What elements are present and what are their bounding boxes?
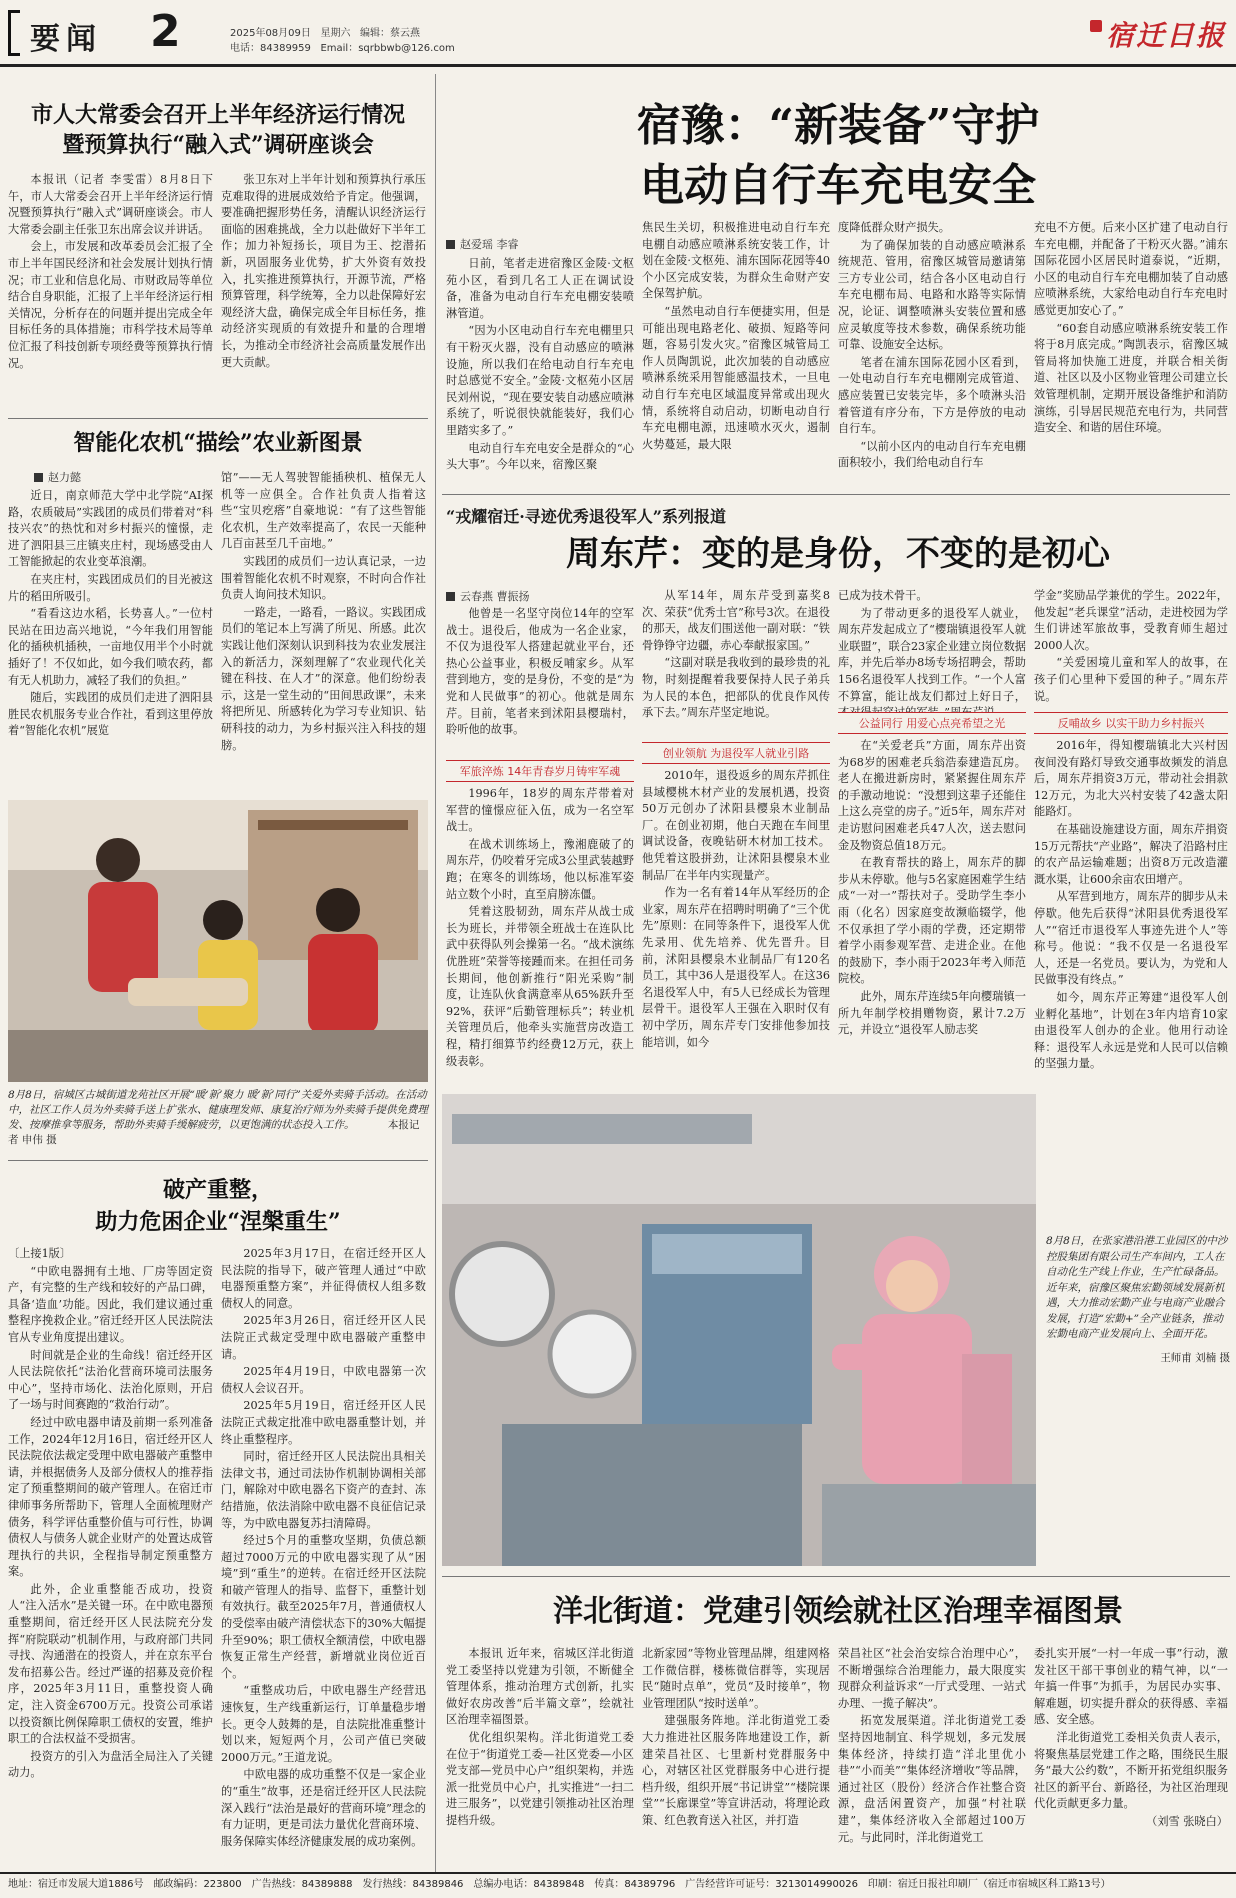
- paragraph: “重整成功后，中欧电器生产经营迅速恢复，生产线重新运行，订单量稳步增长。更令人鼓舞的是，自法院批准重整计划以来，短短两个月，公司产值已突破2000万元。”王道龙说。: [221, 1684, 426, 1764]
- paragraph: 拓宽发展渠道。洋北街道党工委坚持因地制宜、科学规划，多元发展集体经济，持续打造“洋北里优小巷”“小而美”“集体经济增收”等品牌，通过社区（股份）经济合作社整合资源，盘活闲置资产，加强“村社联建”，集体经济收入全部超过100万元。与此同时，洋北街道党工: [838, 1714, 1026, 1844]
- art4-col4: [1034, 220, 1228, 488]
- paragraph: 如今，周东芹正筹建“退役军人创业孵化基地”，计划在3年内培育10家由退役军人创办的企业。他用行动诠释：退役军人永远是党和人民可以信赖的坚强力量。: [1034, 990, 1228, 1071]
- paragraph: 一路走，一路看，一路议。实践团成员们的笔记本上写满了所见、所感。此次实践让他们深刻认识到科技为农业发展注入的新活力，深刻理解了“农业现代化关键在科技、在人才”的深意。他们纷纷表示，这是一堂生动的“田间思政课”，未来将把所见、所感转化为学习专业知识、钻研科技的动力，为乡村振兴注入科技的翅膀。: [221, 605, 426, 752]
- paragraph: 度降低群众财产损失。: [838, 221, 950, 234]
- art5-series: “戎耀宿迁·寻迹优秀退役军人”系列报道: [446, 507, 726, 526]
- paragraph: 此外，企业重整能否成功，投资人“注入活水”是关键一环。在中欧电器预重整期间，宿迁经开区人民法院充分发挥“府院联动”机制作用，与政府部门共同寻找、沟通潜在的投资人，并在京东平台发布招募公告。经过严谨的招募及竞价程序，2025年3月11日，重整投资人确定，注入资金6700万元。投资公司承诺以投资额比例保障职工债权的安置，维护职工的合法权益不受损害。: [8, 1582, 213, 1746]
- paragraph: “看看这边水稻，长势喜人。”一位村民站在田边高兴地说，“今年我们用智能化的插秧机插秧，一亩地仅用半个小时就插好了！不仅如此，如今我们喷农药，都有无人机助力，减轻了我们的负担。”: [8, 607, 213, 687]
- art5-col2b: [642, 768, 830, 1086]
- paragraph: 在教育帮扶的路上，周东芹的脚步从未停歇。他与5名家庭困难学生结成“一对一”帮扶对子。受助学生李小雨（化名）因家庭变故濒临辍学，他不仅承担了学小雨的学费，还定期带着学小雨参观军营、走进企业。在他的鼓励下，李小雨于2023年考入师范院校。: [838, 856, 1026, 986]
- byline-square: [446, 592, 455, 601]
- paragraph: 从军营到地方，周东芹的脚步从未停歇。他先后获得“沭阳县优秀退役军人”“宿迁市退役军人事迹先进个人”等称号。他说：“我不仅是一名退役军人，还是一名党员。要认为，为党和人民做事没有终点。”: [1034, 890, 1228, 987]
- paper-name: 宿迁日报: [1106, 19, 1227, 52]
- footer-info: 地址：宿迁市发展大道1886号 邮政编码：223800 广告热线：84389888 发行热线：84389846 总编办电话：84389848 传真：84389796 广告经营许可证号：3213014990026 印刷：宿迁日报社印刷厂（宿迁市宿城区科工路13号）: [8, 1879, 1111, 1890]
- art4-col1: [446, 256, 634, 488]
- issue-date: 2025年08月09日: [230, 28, 311, 39]
- caption-text: 8月8日，宿城区古城街道龙苑社区开展“暖‘新’聚力 暖‘新’同行”关爱外卖骑手活动。在活动中，社区工作人员为外卖骑手送上扩张水、健康理发师、康复治疗师为外卖骑手提供免费理发、按摩推拿等服务，帮助外卖骑手缓解疲劳，以更饱满的状态投入工作。: [8, 1089, 428, 1131]
- paragraph: 电动自行车充电安全是群众的“心头大事”。今年以来，宿豫区聚: [446, 441, 634, 472]
- art6-col3: [838, 1646, 1026, 1860]
- art3-title-line2: 助力危困企业“涅槃重生”: [95, 1209, 341, 1235]
- art1-col2: [221, 172, 426, 412]
- art3-title-line1: 破产重整，: [162, 1177, 273, 1203]
- section-bracket: [8, 10, 20, 56]
- art4-byline: [446, 236, 519, 252]
- art5-subhead-4: 反哺故乡 以实干助力乡村振兴: [1034, 712, 1228, 734]
- art5-col3b: [838, 738, 1026, 1086]
- paragraph: 已成为技术骨干。: [838, 589, 928, 602]
- paragraph: 建强服务阵地。洋北街道党工委大力推进社区服务阵地建设工作，新建荣昌社区、七里新村党群服务中心，对辖区社区党群服务中心进行提档升级，组织开展“书记讲堂”“楼院课堂”“长廊课堂”等宣讲活动，将理论政策、红色教育送入社区，并打造: [642, 1714, 830, 1827]
- photo-delivery-riders: [8, 800, 428, 1082]
- paragraph: 从军14年，周东芹受到嘉奖8次、荣获“优秀士官”称号3次。在退役的那天，战友们围送他一副对联：“铁骨铮铮守边疆，赤心奉献报家国。”: [642, 589, 830, 652]
- photo2-caption: [1046, 1234, 1230, 1366]
- art3-title: [8, 1174, 428, 1238]
- paragraph: 学金”奖励品学兼优的学生。2022年，他发起“老兵课堂”活动，走进校园为学生们讲述军旅故事，受教育师生超过2000人次。: [1034, 589, 1228, 652]
- divider: [442, 1576, 1230, 1577]
- art5-title: 周东芹：变的是身份，不变的是初心: [566, 534, 1110, 574]
- paragraph: 经过5个月的重整攻坚期，负债总额超过7000万元的中欧电器实现了从“困境”到“重生”的逆转。在宿迁经开区法院和破产管理人的指导、监督下，重整计划有效执行。截至2025年7月，普通债权人的受偿率由破产清偿状态下的30%大幅提升至90%；职工债权全额清偿，中欧电器恢复正常生产经营，新增就业岗位近百个。: [221, 1534, 426, 1680]
- byline-text: 云春燕 曹振扬: [460, 590, 530, 603]
- paragraph: 1996年，18岁的周东芹带着对军营的憧憬应征入伍，成为一名空军战士。: [446, 787, 634, 834]
- art5-col1b: [446, 786, 634, 1086]
- art5-subhead-3: 公益同行 用爱心点亮希望之光: [838, 712, 1026, 734]
- byline-square: [446, 240, 455, 249]
- paragraph: “因为小区电动自行车充电棚里只有干粉灭火器，没有自动感应的喷淋设施，所以我们在给电动自行车充电时总感觉不安全。”金陵·文枢苑小区居民刘州说，“现在要安装自动感应喷淋系统了，听说很快就能装好，我们心里踏实多了。”: [446, 324, 634, 437]
- art3-col1: [8, 1246, 213, 1866]
- paragraph: 中欧电器的成功重整不仅是一家企业的“重生”故事，还是宿迁经开区人民法院深入践行“法治是最好的营商环境”理念的有力证明，更是司法力量优化营商环境、服务保障实体经济健康发展的成功案例。: [221, 1768, 426, 1848]
- credit: （刘雪 张晓白）: [1146, 1814, 1228, 1828]
- photo-illustration: [8, 800, 428, 1082]
- masthead: [0, 0, 1236, 66]
- paragraph: “以前小区内的电动自行车充电棚面积较小，我们给电动自行车: [838, 439, 1026, 470]
- art1-title-line1: 市人大常委会召开上半年经济运行情况: [30, 102, 405, 128]
- paragraph: 近日，南京师范大学中北学院“AI探路，农质破局”实践团的成员们带着对“科技兴农”的热忱和对乡村振兴的憧憬，走进了泗阳县三庄镇夹庄村，现场感受由人工智能掀起的农业变革浪潮。: [8, 489, 213, 569]
- art2-col1: [8, 488, 213, 790]
- paragraph: 时间就是企业的生命线！宿迁经开区人民法院依托“法治化营商环境司法服务中心”，坚持市场化、法治化原则，开启了一场与时间赛跑的“救治行动”。: [8, 1348, 213, 1412]
- paragraph: 为了确保加装的自动感应喷淋系统规范、管用，宿豫区城管局邀请第三方专业公司，结合各小区电动自行车充电棚布局、电路和水路等实际情况，论证、调整喷淋头安装位置和感应灵敏度等技术参数，确保系统功能可靠、设施安全达标。: [838, 238, 1026, 352]
- photo-factory-worker: [442, 1094, 1036, 1566]
- art2-col2: [221, 470, 426, 790]
- paragraph: “60套自动感应喷淋系统安装工作将于8月底完成。”陶凯表示，宿豫区城管局将加快施工进度，并联合相关街道、社区以及小区物业管理公司建立长效管理机制，定期开展设备维护和消防演练，引导居民规范充电行为，共同营造安全、和谐的居住环境。: [1034, 321, 1228, 435]
- paragraph: 经过中欧电器申请及前期一系列准备工作，2024年12月16日，宿迁经开区人民法院依法裁定受理中欧电器破产重整申请，并根据债务人及部分债权人的推荐指定了预重整期间的破产管理人。在宿迁市律师事务所帮助下，管理人全面梳理财产债务，科学评估重整价值与可行性，协调债权人与债务人就企业财产的处置达成管理执行的共识，全程指导制定预重整方案。: [8, 1415, 213, 1579]
- art5-col2a: [642, 588, 830, 738]
- paragraph: “关爱困境儿童和军人的故事，在孩子们心里种下爱国的种子。”周东芹说。: [1034, 656, 1228, 703]
- paragraph: 荣昌社区“社会治安综合治理中心”，不断增强综合治理能力，最大限度实现群众利益诉求“一厅式受理、一站式办理、一揽子解决”。: [838, 1647, 1026, 1710]
- paragraph: 同时，宿迁经开区人民法院出具相关法律文书，通过司法协作机制协调相关部门，解除对中欧电器名下资产的查封、冻结措施，依法消除中欧电器不良征信记录等，为中欧电器复苏扫清障碍。: [221, 1450, 426, 1530]
- paragraph: 北新家园”等物业管理品牌，组建网格工作微信群，楼栋微信群等，实现居民“随时点单”，党员“及时接单”，物业管理团队“按时送单”。: [642, 1647, 830, 1710]
- byline-text: 赵力懿: [48, 471, 81, 484]
- paragraph: 会上，市发展和改革委员会汇报了全市上半年国民经济和社会发展计划执行情况；市工业和信息化局、市财政局等单位结合自身职能，汇报了上半年经济运行相关情况，分析存在的问题并提出完成全年目标任务的具体措施；市科学技术局等单位汇报了科技创新专项经费等预算执行情况。: [8, 240, 213, 370]
- paragraph: “这副对联是我收到的最珍贵的礼物，时刻提醒着我要保持人民子弟兵为人民的本色，把部队的优良作风传承下去。”周东芹坚定地说。: [642, 656, 830, 720]
- paragraph: 实践团的成员们一边认真记录，一边围着智能化农机不时观察，不时向合作社负责人询问技术知识。: [221, 554, 426, 602]
- photo-credit: 本报记者 申伟 摄: [8, 1119, 420, 1146]
- paragraph: 在夹庄村，实践团成员们的目光被这片的稻田所吸引。: [8, 572, 213, 603]
- divider: [442, 494, 1230, 495]
- divider: [8, 418, 428, 419]
- art4-title-line1: 宿豫：“新装备”守护: [636, 100, 1040, 151]
- art1-col1: [8, 172, 213, 412]
- paragraph: 他曾是一名坚守岗位14年的空军战士。退役后，他成为一名企业家，不仅为退役军人搭建起就业平台，还热心公益事业，积极反哺家乡。从军营到地方，变的是身份，不变的是“为党和人民做事”的初心。他就是周东芹。目前，笔者来到沭阳县樱瑞村，聆听他的故事。: [446, 607, 634, 737]
- paragraph: 2025年4月19日，中欧电器第一次债权人会议召开。: [221, 1365, 426, 1395]
- art6-col1: [446, 1646, 634, 1860]
- paragraph: 在基础设施建设方面，周东芹捐资15万元帮扶“产业路”，解决了沿路村庄的农产品运输难题；出资8万元改造灌溉水渠，让600余亩农田增产。: [1034, 822, 1228, 886]
- masthead-rule: [0, 64, 1236, 67]
- paragraph: 本报讯（记者 李雯雷）8月8日下午，市人大常委会召开上半年经济运行情况暨预算执行“融入式”调研座谈会。市人大常委会副主任张卫东出席会议并讲话。: [8, 173, 213, 236]
- paragraph: 2010年，退役返乡的周东芹抓住县域樱桃木材产业的发展机遇，投资50万元创办了沭阳县樱泉木业制品厂。在创业初期，他白天跑在车间里调试设备，夜晚钻研木材加工技术。他凭着这股拼劲，让沭阳县樱泉木业制品厂在半年内实现量产。: [642, 769, 830, 882]
- phone: 电话：84389959: [230, 43, 311, 54]
- paragraph: 馆”——无人驾驶智能插秧机、植保无人机等一应俱全。合作社负责人指着这些“宝贝疙瘩”自豪地说：“有了这些智能化农机，生产效率提高了，农民一天能种几百亩甚至几千亩地。”: [221, 471, 426, 551]
- art5-col1a: [446, 606, 634, 756]
- paragraph: 2025年5月19日，宿迁经开区人民法院正式裁定批准中欧电器重整计划，并终止重整程序。: [221, 1399, 426, 1446]
- paragraph: 洋北街道党工委相关负责人表示，将聚焦基层党建工作之略，围绕民生服务“最大公约数”，不断开拓党组织服务社区的新平台、新路径，为社区治理现代化贡献更多力量。: [1034, 1730, 1228, 1811]
- paragraph: 在“关爱老兵”方面，周东芹出资为68岁的困难老兵翁浩泰建造瓦房。老人在搬进新房时，紧紧握住周东芹的手激动地说：“没想到这辈子还能住上这么亮堂的房子。”近5年，周东芹对走访慰问困难老兵47人次，送去慰问金及物资总值18万元。: [838, 739, 1026, 852]
- paragraph: 优化组织架构。洋北街道党工委在位于“街道党工委—社区党委—小区党支部—党员中心户”组织架构，并选派一批党员中心户，扎实推进“一扫二进三服务”，以党建引领推动社区治理提档升级。: [446, 1730, 634, 1827]
- byline-text: 赵爱瑶 李睿: [460, 238, 519, 251]
- art4-title-line2: 电动自行车充电安全: [640, 160, 1036, 211]
- art5-col3a: [838, 588, 1026, 708]
- paragraph: 为了带动更多的退役军人就业，周东芹发起成立了“樱瑞镇退役军人就业联盟”，联合23家企业建立岗位数据库，并先后举办8场专场招聘会，帮助156名退役军人找到工作。“一个人富不算富，能让战友们都过上好日子，: [838, 606, 1026, 703]
- art1-title: [8, 100, 428, 160]
- art5-byline: [446, 588, 530, 604]
- paragraph: 此外，周东芹连续5年向樱瑞镇一所九年制学校捐赠物资，累计7.2万元，并设立“退役军人励志奖: [838, 989, 1026, 1037]
- footer-rule: [0, 1872, 1236, 1874]
- paragraph: 2025年3月26日，宿迁经开区人民法院正式裁定受理中欧电器破产重整申请。: [221, 1314, 426, 1361]
- section-title: 要闻: [30, 22, 102, 57]
- paragraph: 2025年3月17日，在宿迁经开区人民法院的指导下，破产管理人通过“中欧电器预重整方案”，并征得债权人组多数债权人的同意。: [221, 1247, 426, 1310]
- art3-col2: [221, 1246, 426, 1866]
- paragraph: 委扎实开展“一村一年成一事”行动，激发社区干部干事创业的精气神，以“一年搞一件事”为抓手，为居民办实事、解难题，切实提升群众的获得感、幸福感、安全感。: [1034, 1647, 1228, 1727]
- byline-square: [34, 473, 43, 482]
- paragraph: 充电不方便。后来小区扩建了电动自行车充电棚，并配备了干粉灭火器。”浦东国际花园小区居民时道泰说，“近期，小区的电动自行车充电棚加装了自动感应喷淋系统，大家给电动自行车充电时感觉更加安心了。”: [1034, 221, 1228, 317]
- paragraph: 笔者在浦东国际花园小区看到，一处电动自行车充电棚刚完成管道、感应装置已安装完毕，多个喷淋头沿着管道有序分布，下方是停放的电动自行车。: [838, 355, 1026, 436]
- caption-text: 8月8日，在张家港沿港工业园区的中沙控股集团有限公司生产车间内，工人在自动化生产线上作业，生产忙碌备品。近年来，宿豫区聚焦宏勤领域发展新机遇，大力推动宏勤产业与电商产业融合发展，打造“宏勤+”全产业链条，推动宏勤电商产业发展向上、全面开花。: [1046, 1235, 1228, 1340]
- logo-mark: [1090, 20, 1102, 32]
- art4-col3: [838, 220, 1026, 488]
- photo-credit: 王师甫 刘楠 摄: [1160, 1351, 1230, 1364]
- photo-illustration: [442, 1094, 1036, 1566]
- divider: [8, 1160, 428, 1161]
- page-number: 2: [150, 6, 181, 57]
- email: Email：sqrbbwb@126.com: [320, 43, 455, 54]
- paragraph: “虽然电动自行车便捷实用，但是可能出现电路老化、破损、短路等问题，容易引发火灾。”宿豫区城管局工作人员陶凯说，此次加装的自动感应喷淋系统采用智能感温技术，一旦电动自行车充电区域温度异常或出现火情，系统将自动启动，切断电动自行车充电棚电源，迅速喷水灭火，遏制火势蔓延，最大限: [642, 304, 830, 451]
- photo1-caption: [8, 1088, 428, 1148]
- weekday: 星期六: [320, 28, 351, 39]
- art5-subhead-1: 军旅淬炼 14年青春岁月铸牢军魂: [446, 760, 634, 782]
- art2-byline: [34, 469, 81, 485]
- paragraph: 日前，笔者走进宿豫区金陵·文枢苑小区，看到几名工人正在调试设备，准备为电动自行车充电棚安装喷淋管道。: [446, 257, 634, 320]
- paragraph: “中欧电器拥有土地、厂房等固定资产，有完整的生产线和较好的产品口碑，具备‘造血’功能。因此，我们建议通过重整程序挽救企业。”宿迁经开区人民法院法官从专业角度提出建议。: [8, 1264, 213, 1344]
- art4-title: [440, 96, 1236, 216]
- art5-col4a: [1034, 588, 1228, 708]
- paragraph: 在战术训练场上，豫湘鹿破了的周东芹，仍咬着牙完成3公里武装越野跑；在寒冬的训练场，他以标准军姿站立数个小时，直至肩膀冻僵。: [446, 837, 634, 901]
- paragraph: 投资方的引入为盘活全局注入了关键动力。: [8, 1749, 213, 1780]
- paragraph: 本报讯 近年来，宿城区洋北街道党工委坚持以党建为引领，不断健全管理体系，推动治理方式创新，扎实做好农房改善“后半篇文章”，绘就社区治理幸福图景。: [446, 1647, 634, 1727]
- art4-col2: [642, 220, 830, 488]
- zone-divider: [435, 74, 436, 1874]
- art6-col2: [642, 1646, 830, 1860]
- paragraph: 作为一名有着14年从军经历的企业家，周东芹在招聘时明确了“三个优先”原则：在同等条件下，退役军人优先录用、优先培养、优先晋升。目前，沭阳县樱泉木业制品厂有120名员工，其中36人是退役军人。在这36名退役军人中，有5人已经成长为管理层骨干。退役军人王强在入职时仅有初中学历，周东芹专门安排他参加技能培训，如今: [642, 886, 830, 1049]
- paper-logo: [1090, 14, 1230, 54]
- masthead-info: [230, 26, 530, 56]
- art1-title-line2: 暨预算执行“融入式”调研座谈会: [62, 132, 374, 158]
- art5-col4b: [1034, 738, 1228, 1086]
- editor: 编辑：蔡云燕: [360, 28, 420, 39]
- art2-title: 智能化农机“描绘”农业新图景: [73, 430, 363, 456]
- art6-col4: [1034, 1646, 1228, 1860]
- paragraph: 〔上接1版〕: [8, 1247, 72, 1260]
- art6-title: 洋北街道：党建引领绘就社区治理幸福图景: [553, 1594, 1123, 1629]
- art5-subhead-2: 创业领航 为退役军人就业引路: [642, 742, 830, 764]
- paragraph: 焦民生关切，积极推进电动自行车充电棚自动感应喷淋系统安装工作，计划在金陵·文枢苑、浦东国际花园等40个小区完成安装，为群众生命财产安全保驾护航。: [642, 221, 830, 301]
- paragraph: 随后，实践团的成员们走进了泗阳县胜民农机服务专业合作社，看到这里停放着“智能化农机”展览: [8, 691, 213, 738]
- paragraph: 凭着这股韧劲，周东芹从战士成长为班长，并带领全班战士在连队比武中获得队列会操第一名。“战术演练优胜班”荣誉等接踵而来。在担任司务长期间，他创新推行“阳光采购”制度，让连队伙食满意率从65%跃升至92%，获评“后勤管理标兵”；转业机关管理员后，他牵头实施营房改造工程，精打细算节约经费12万元，获上级表彰。: [446, 905, 634, 1068]
- paragraph: 张卫东对上半年计划和预算执行承压克难取得的进展成效给予肯定。他强调，要准确把握形势任务，清醒认识经济运行面临的困难挑战，全力以赴做好下半年工作；加力补短扬长，项目为王、挖潜拓新，巩固服务业优势，扩大外资有效投入，扎实推进预算执行，开源节流，严格预算管理，科学统筹，全力以赴保障好宏观经济大盘，确保完成全年目标任务，推动经济实现质的有效提升和量的合理增长，为推动全市经济社会高质量发展作出更大贡献。: [221, 173, 426, 369]
- paragraph: 2016年，得知樱瑞镇北大兴村因夜间没有路灯导致交通事故频发的消息后，周东芹捐资3万元，带动社会捐款12万元，为北大兴村安装了42盏太阳能路灯。: [1034, 739, 1228, 819]
